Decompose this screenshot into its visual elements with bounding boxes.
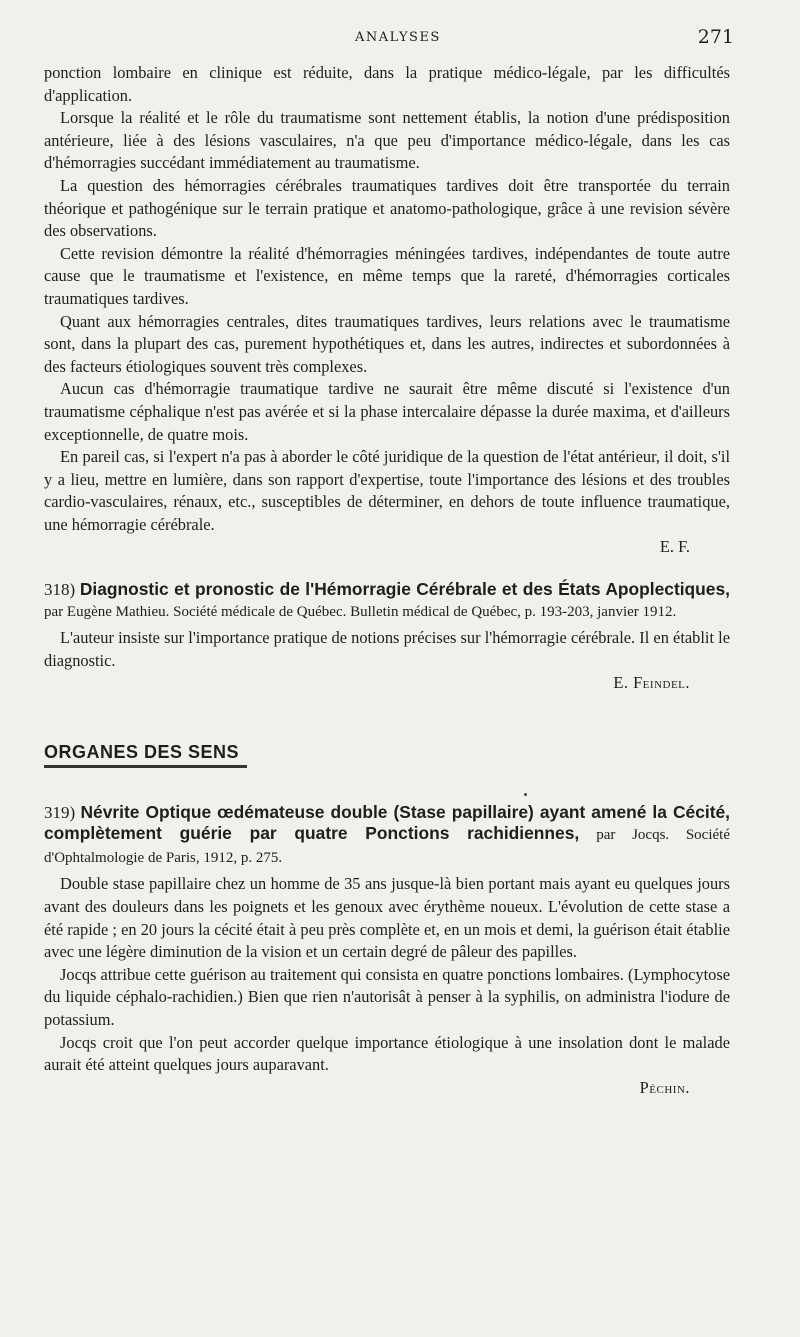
paragraph: Quant aux hémorragies centrales, dites traumatiques tardives, leurs relations avec le traumatisme sont, dans la plupart des cas, purement hypothétiques et, dans les autres, indirectes et subordonnées à des facteurs étiologiques souvent très complexes. [44,311,730,376]
article-title: Névrite Optique œdémateuse double (Stase papillaire) ayant amené la Cécité, complètement guérie par quatre Ponctions rachidiennes, [44,802,730,844]
article-heading [44,802,730,869]
page-header [0,26,800,56]
section-title: ORGANES DES SENS [44,741,247,769]
article-reference: par Eugène Mathieu. Société médicale de Québec. Bulletin médical de Québec, p. 193-203, janvier 1912. [44,604,677,621]
paragraph: Lorsque la réalité et le rôle du traumatisme sont nettement établis, la notion d'une prédisposition antérieure, liée à des lésions vasculaires, n'a que peu d'importance médico-légale, dans les cas d'hémorragies succédant immédiatement au traumatisme. [44,108,730,173]
article-title: Diagnostic et pronostic de l'Hémorragie Cérébrale et des États Apoplectiques, [79,579,730,600]
article-319 [44,802,730,1099]
paragraph: Aucun cas d'hémorragie traumatique tardive ne saurait être même discuté si l'existence d'un traumatisme céphalique n'est pas avérée et si la phase intercalaire dépasse la durée maxima, et d'ailleurs exceptionnelle, de quatre mois. [44,379,730,444]
paragraph: En pareil cas, si l'expert n'a pas à aborder le côté juridique de la question de l'état antérieur, il doit, s'il y a lieu, mettre en lumière, dans son rapport d'expertise, toute l'importance des lésions et des troubles cardio-vasculaires, rénaux, etc., susceptibles de déterminer, en dehors de toute influence traumatique, une hémorragie cérébrale. [44,447,730,534]
article-number: 319) [44,803,76,823]
page-number: 271 [697,26,734,48]
page-body [44,62,730,1099]
paragraph: Cette revision démontre la réalité d'hémorragies méningées tardives, indépendantes de toute autre cause que le traumatisme et l'existence, en même temps que la rareté, d'hémorragies corticales traumatiques tardives. [44,243,730,308]
paragraph: La question des hémorragies cérébrales traumatiques tardives doit être transportée du terrain théorique et pathogénique sur le terrain pratique et anatomo-pathologique, grâce à une revision sévère des observations. [44,175,730,241]
paragraph: L'auteur insiste sur l'importance pratique de notions précises sur l'hémorragie cérébrale. Il en établit le diagnostic. [44,628,730,670]
article-318 [44,579,730,695]
paragraph: Double stase papillaire chez un homme de 35 ans jusque-là bien portant mais ayant eu quelques jours avant des douleurs dans les poignets et les genoux avec érythème noueux. L'évolution de cette stase a été rapide ; en 20 jours la cécité était à peu près complète et, en un mois et demi, la guérison était établie avec une légère diminution de la vision et un certain degré de pâleur des papilles. [44,874,730,962]
paragraph: Jocqs croit que l'on peut accorder quelque importance étiologique à une insolation dont le malade aurait été atteint quelques jours auparavant. [44,1032,730,1075]
article-reference: par Jocqs. Société d'Ophtalmologie de Paris, 1912, p. 275. [44,827,730,867]
author-signature: E. F. [659,537,690,557]
paragraph: ponction lombaire en clinique est réduite, dans la pratique médico-légale, par les difficultés d'application. [44,63,730,105]
running-head: ANALYSES [355,30,441,45]
article-number: 318) [44,580,76,600]
author-signature: Péchin. [639,1077,690,1097]
author-signature: E. Feindel. [613,673,690,693]
article-heading [44,579,730,623]
paragraph: Jocqs attribue cette guérison au traitement qui consista en quatre ponctions lombaires. (Lymphocytose du liquide céphalo-rachidien.) Bien que rien n'autorisât à penser à la syphilis, on administra l'iodure de potassium. [44,964,730,1029]
